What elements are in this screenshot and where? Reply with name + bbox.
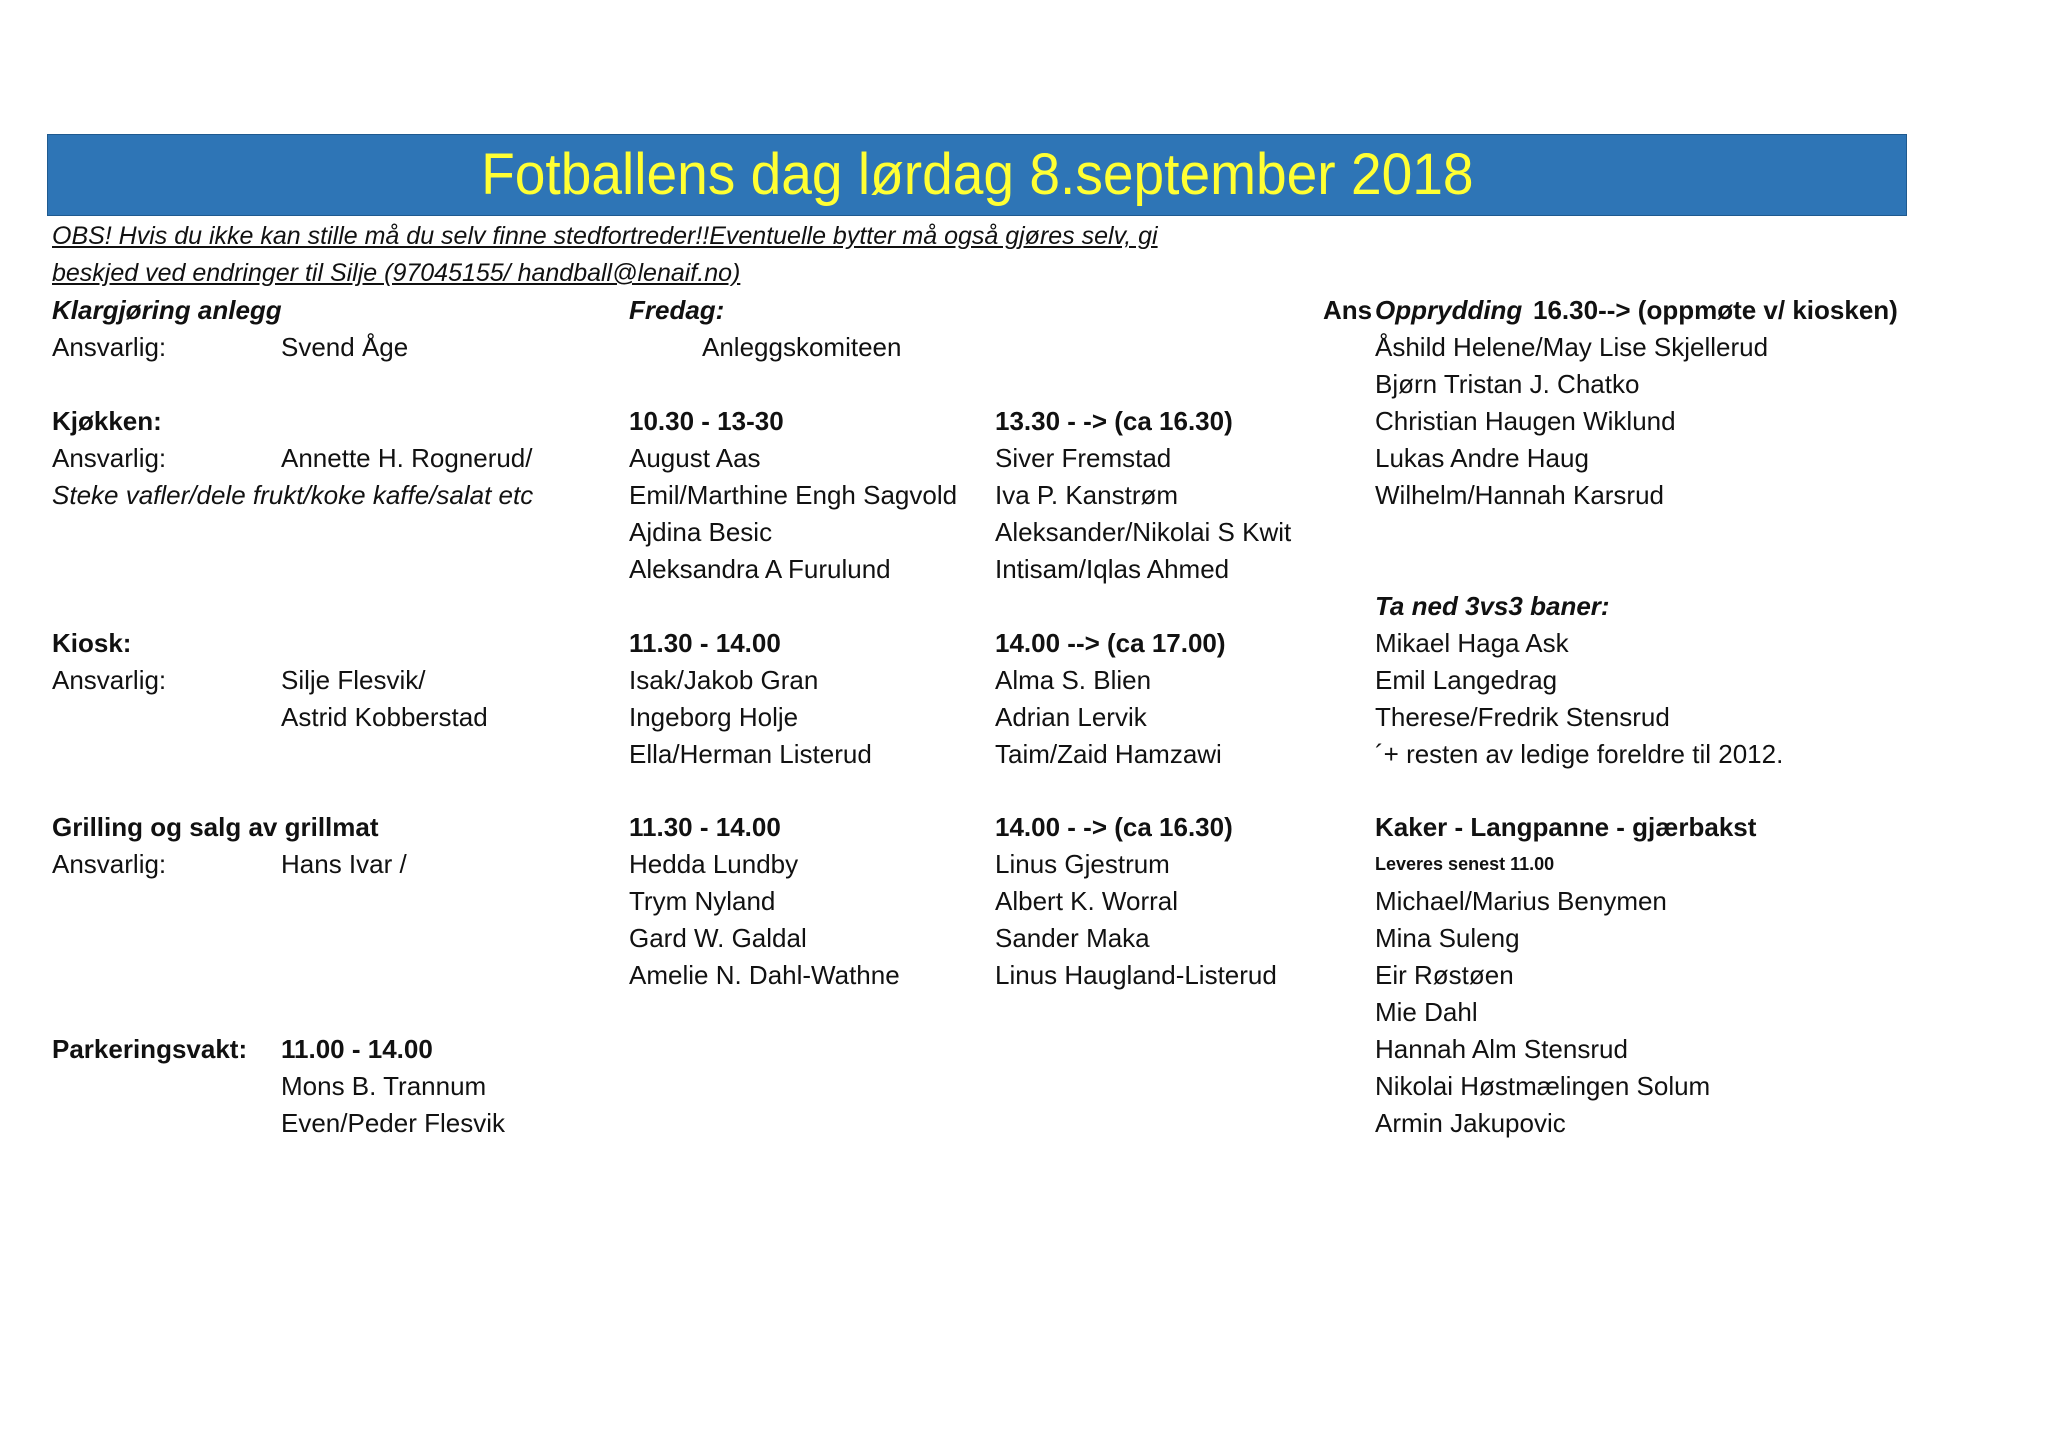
opprydding-prefix: Ans [1323,295,1373,325]
baner-person: Therese/Fredrik Stensrud [1375,702,1670,732]
kiosk-ansvarlig-label: Ansvarlig: [52,665,167,695]
kjokken-shift2-person: Intisam/Iqlas Ahmed [995,554,1230,584]
kjokken-ansvarlig: Annette H. Rognerud/ [281,443,533,473]
title-banner [47,134,1907,216]
kiosk-shift2-person: Alma S. Blien [995,665,1152,695]
parkering-time: 11.00 - 14.00 [281,1034,433,1064]
kiosk-ansvarlig: Silje Flesvik/ [281,665,426,695]
parkering-person: Even/Peder Flesvik [281,1108,505,1138]
kiosk-shift2-person: Adrian Lervik [995,702,1147,732]
kjokken-shift2-person: Iva P. Kanstrøm [995,480,1179,510]
grilling-heading: Grilling og salg av grillmat [52,812,379,842]
opprydding-person: Christian Haugen Wiklund [1375,406,1676,436]
opprydding-person: Bjørn Tristan J. Chatko [1375,369,1640,399]
fredag-label: Fredag: [629,295,725,325]
grilling-shift2-person: Linus Gjestrum [995,849,1170,879]
kiosk-shift1-person: Ingeborg Holje [629,702,799,732]
klargjoring-ansvarlig: Svend Åge [281,332,409,362]
kiosk-shift1-time: 11.30 - 14.00 [629,628,781,658]
kjokken-shift1-person: Ajdina Besic [629,517,773,547]
grilling-shift2-person: Sander Maka [995,923,1150,953]
notice-line-2: beskjed ved endringer til Silje (97045155/ handball@lenaif.no) [52,259,741,287]
kaker-person: Michael/Marius Benymen [1375,886,1667,916]
grilling-ansvarlig-label: Ansvarlig: [52,849,167,879]
grilling-ansvarlig: Hans Ivar / [281,849,407,879]
kjokken-shift1-person: August Aas [629,443,761,473]
kjokken-tasks: Steke vafler/dele frukt/koke kaffe/salat etc [52,480,534,510]
kaker-person: Eir Røstøen [1375,960,1514,990]
page-title: Fotballens dag lørdag 8.september 2018 [480,142,1474,207]
grilling-shift1-person: Amelie N. Dahl-Wathne [629,960,900,990]
parkering-heading: Parkeringsvakt: [52,1034,248,1064]
kiosk-shift2-time: 14.00 --> (ca 17.00) [995,628,1226,658]
parkering-person: Mons B. Trannum [281,1071,487,1101]
grilling-shift2-person: Linus Haugland-Listerud [995,960,1277,990]
klargjoring-ansvarlig-label: Ansvarlig: [52,332,167,362]
kaker-person: Nikolai Høstmælingen Solum [1375,1071,1711,1101]
kjokken-shift1-person: Emil/Marthine Engh Sagvold [629,480,958,510]
kaker-heading: Kaker - Langpanne - gjærbakst [1375,812,1757,842]
kjokken-heading: Kjøkken: [52,406,162,436]
notice-line-1: OBS! Hvis du ikke kan stille må du selv finne stedfortreder!!Eventuelle bytter må også gjøres selv, gi [52,222,1158,250]
opprydding-person: Åshild Helene/May Lise Skjellerud [1375,332,1769,362]
kjokken-ansvarlig-label: Ansvarlig: [52,443,167,473]
opprydding-person: Wilhelm/Hannah Karsrud [1375,480,1665,510]
klargjoring-heading: Klargjøring anlegg [52,295,282,325]
grilling-shift1-time: 11.30 - 14.00 [629,812,781,842]
kiosk-heading: Kiosk: [52,628,132,658]
grilling-shift2-person: Albert K. Worral [995,886,1179,916]
opprydding-heading: Opprydding [1375,295,1523,325]
grilling-shift2-time: 14.00 - -> (ca 16.30) [995,812,1233,842]
kiosk-shift1-person: Isak/Jakob Gran [629,665,819,695]
kaker-person: Mina Suleng [1375,923,1520,953]
grilling-shift1-person: Trym Nyland [629,886,776,916]
kaker-person: Armin Jakupovic [1375,1108,1566,1138]
fredag-value: Anleggskomiteen [702,332,902,362]
kaker-note: Leveres senest 11.00 [1375,854,1555,874]
kjokken-shift1-time: 10.30 - 13-30 [629,406,784,436]
baner-person: Mikael Haga Ask [1375,628,1569,658]
baner-heading: Ta ned 3vs3 baner: [1375,591,1610,621]
kaker-person: Mie Dahl [1375,997,1478,1027]
kiosk-ansvarlig: Astrid Kobberstad [281,702,488,732]
baner-person: Emil Langedrag [1375,665,1558,695]
kjokken-shift2-time: 13.30 - -> (ca 16.30) [995,406,1233,436]
kiosk-shift1-person: Ella/Herman Listerud [629,739,872,769]
grilling-shift1-person: Gard W. Galdal [629,923,807,953]
opprydding-time: 16.30--> (oppmøte v/ kiosken) [1533,295,1898,325]
kiosk-shift2-person: Taim/Zaid Hamzawi [995,739,1222,769]
kaker-person: Hannah Alm Stensrud [1375,1034,1628,1064]
opprydding-person: Lukas Andre Haug [1375,443,1589,473]
kjokken-shift2-person: Aleksander/Nikolai S Kwit [995,517,1292,547]
kjokken-shift2-person: Siver Fremstad [995,443,1172,473]
grilling-shift1-person: Hedda Lundby [629,849,799,879]
kjokken-shift1-person: Aleksandra A Furulund [629,554,891,584]
baner-person: ´+ resten av ledige foreldre til 2012. [1375,739,1784,769]
